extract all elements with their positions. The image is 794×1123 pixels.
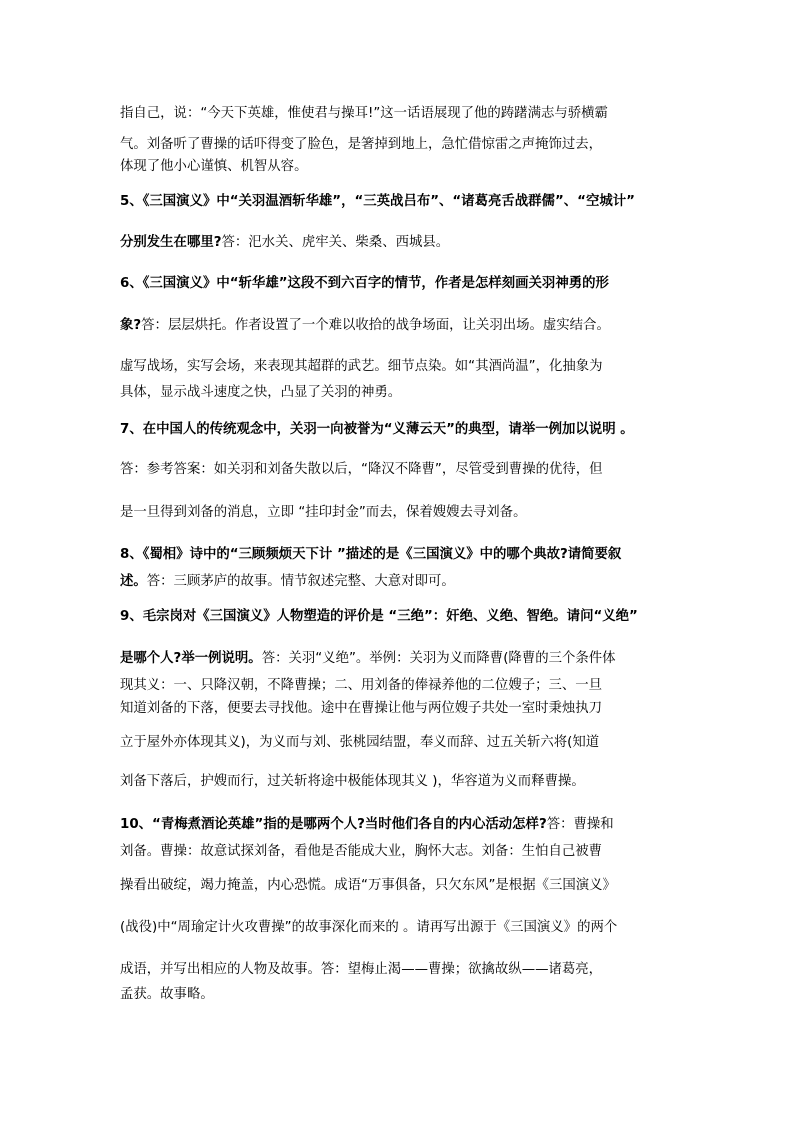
answer-text: 答：层层烘托。作者设置了一个难以收拾的战争场面，让关羽出场。虚实结合。: [141, 318, 610, 333]
question-8-line-2: [120, 572, 730, 592]
answer-text: 答：三顾茅庐的故事。情节叙述完整、大意对即可。: [146, 574, 455, 589]
question-text: 6、《三国演义》中“斩华雄”这段不到六百字的情节，作者是怎样刻画关羽神勇的形: [120, 276, 609, 291]
question-9: [120, 607, 730, 627]
question-text: 述。: [120, 574, 147, 589]
question-text: 9、毛宗岗对《三国演义》人物塑造的评价是 “三绝”：奸绝、义绝、智绝。请问“义绝”: [120, 609, 638, 624]
paragraph-line: 刘备。曹操：故意试探刘备，看他是否能成大业，胸怀大志。刘备：生怕自己被曹: [120, 844, 603, 859]
question-text: 10、“青梅煮酒论英雄”指的是哪两个人?当时他们各自的内心活动怎样?: [120, 817, 547, 832]
paragraph-line: 孟获。故事略。: [120, 987, 214, 1002]
paragraph-line: 指自己，说：“今天下英雄，惟使君与操耳!”这一话语展现了他的踌躇满志与骄横霸: [120, 106, 608, 121]
question-6-line-2: [120, 316, 730, 336]
answer-text: 答：关羽“义绝”。举例：关羽为义而降曹(降曹的三个条件体: [261, 651, 616, 666]
paragraph-line: 气。刘备听了曹操的话吓得变了脸色，是箸掉到地上，急忙借惊雷之声掩饰过去，: [120, 137, 603, 152]
paragraph-line: 答：参考答案：如关羽和刘备失散以后，“降汉不降曹”，尽管受到曹操的优待，但: [120, 462, 603, 477]
paragraph-line: 立于屋外亦体现其义)，为义而与刘、张桃园结盟，奉义而辞、过五关斩六将(知道: [120, 735, 600, 750]
question-text: 7、在中国人的传统观念中，关羽一向被誉为“义薄云天”的典型，请举一例加以说明 。: [120, 422, 634, 437]
question-text: 是哪个人?举一例说明。: [120, 651, 262, 666]
answer-text: 答：曹操和: [546, 817, 614, 832]
answer-text: 答：汜水关、虎牢关、柴桑、西城县。: [221, 235, 450, 250]
question-5-line-2: [120, 233, 730, 253]
question-text: 8、《蜀相》诗中的“三顾频烦天下计 ”描述的是《三国演义》中的哪个典故?请简要叙: [120, 547, 622, 562]
question-7: [120, 420, 730, 440]
paragraph-line: 是一旦得到刘备的消息，立即 “挂印封金”而去，保着嫂嫂去寻刘备。: [120, 505, 527, 520]
question-10: [120, 815, 730, 835]
paragraph-line: 现其义：一、只降汉朝，不降曹操；二、用刘备的俸禄养他的二位嫂子；三、一旦: [120, 678, 603, 693]
paragraph-line: 操看出破绽，竭力掩盖，内心恐慌。成语“万事俱备，只欠东风”是根据《三国演义》: [120, 878, 616, 893]
question-text: 象?: [120, 318, 142, 333]
question-6: [120, 274, 730, 294]
paragraph-line: 成语，并写出相应的人物及故事。答：望梅止渴——曹操；欲擒故纵——诸葛亮，: [120, 962, 603, 977]
paragraph-line: (战役)中“周瑜定计火攻曹操”的故事深化而来的 。请再写出源于《三国演义》的两个: [120, 920, 618, 935]
question-8: [120, 545, 730, 565]
question-5: [120, 192, 730, 212]
question-9-line-2: [120, 649, 730, 669]
question-text: 分别发生在哪里?: [120, 235, 222, 250]
paragraph-line: 虚写战场，实写会场，来表现其超群的武艺。细节点染。如“其酒尚温”，化抽象为: [120, 359, 603, 374]
paragraph-line: 刘备下落后，护嫂而行，过关斩将途中极能体现其义 )，华容道为义而释曹操。: [120, 774, 585, 789]
paragraph-line: 知道刘备的下落，便要去寻找他。途中在曹操让他与两位嫂子共处一室时秉烛执刀: [120, 701, 603, 716]
paragraph-line: 体现了他小心谨慎、机智从容。: [120, 159, 308, 174]
question-text: 5、《三国演义》中“关羽温酒斩华雄”，“三英战吕布”、“诸葛亮舌战群儒”、“空城计”: [120, 194, 635, 209]
paragraph-line: 具体，显示战斗速度之快，凸显了关羽的神勇。: [120, 385, 402, 400]
